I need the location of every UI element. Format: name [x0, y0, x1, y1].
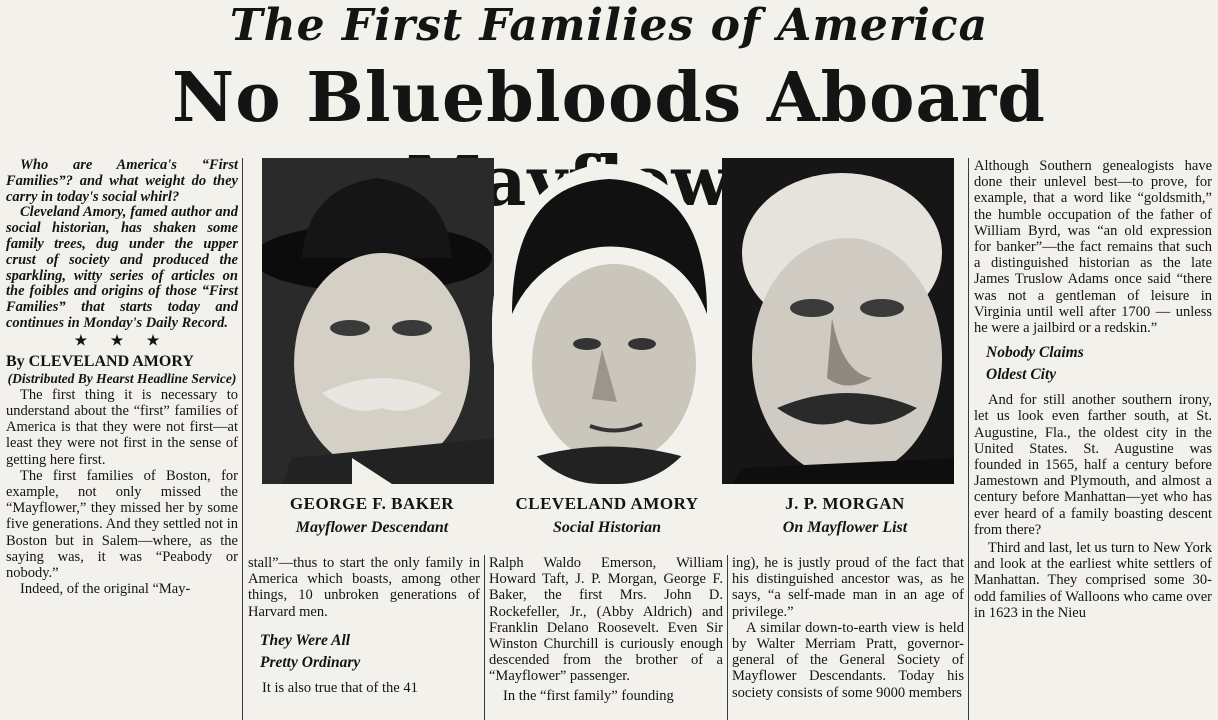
subhead-line: They Were All — [260, 631, 351, 649]
column-4 — [732, 555, 964, 701]
byline: By CLEVELAND AMORY — [6, 352, 194, 370]
caption-name: J. P. MORGAN — [785, 494, 905, 513]
column-3 — [489, 555, 723, 704]
paragraph: It is also true that of the 41 — [262, 679, 418, 696]
paragraph: Ralph Waldo Emerson, William Howard Taft, J. P. Morgan, George F. Baker, the first Mrs. John D. Rockefeller, Jr., (Abby Aldrich) and Franklin Delano Roosevelt. Even Sir Winston Churchill is curiously enough descended from the brother of a “Mayflower” passenger. — [489, 555, 723, 685]
paragraph: Third and last, let us turn to New York and look at the earliest white settlers of Manhattan. They comprised some 30-odd families of Walloons who came over in 1623 in the Nieu — [974, 540, 1212, 621]
caption-name: CLEVELAND AMORY — [515, 494, 699, 513]
column-rule — [484, 555, 485, 720]
subhead — [986, 342, 1212, 386]
headline: No Bluebloods Aboard — [172, 58, 1046, 138]
paragraph: And for still another southern irony, let us look even farther south, at St. Augustine, Fla., the oldest city in the United States. St. Augustine was founded in 1565, half a century before Jamestown and Plymouth, and almost a century before Manhattan—yet who has ever heard of a family boasting descent from there? — [974, 392, 1212, 538]
paragraph: The first families of Boston, for example, not only missed the “Mayflower,” they missed her by some five generations. And they settled not in Boston but in Salem—where, as the saying was, it was “Peabody or nobody.” — [6, 467, 238, 581]
paragraph: stall”—thus to start the only family in America which boasts, among other things, 10 unbroken generations of Harvard men. — [248, 555, 480, 620]
column-2 — [248, 555, 480, 696]
kicker-title: The First Families of America — [229, 0, 989, 51]
caption-title: Social Historian — [552, 519, 662, 536]
column-rule — [727, 555, 728, 720]
column-rule — [242, 158, 243, 720]
subhead — [260, 630, 480, 674]
subhead-line: Pretty Ordinary — [260, 653, 361, 671]
portrait-jp-morgan — [722, 158, 954, 484]
stars-divider: ★ ★ ★ — [74, 333, 170, 349]
column-rule — [968, 158, 969, 720]
intro-description: Cleveland Amory, famed author and social historian, has shaken some family trees, dug under the upper crust of society and produced the sparkling, witty series of articles on the foibles and origins of those “First Families” that starts today and continues in Monday's Daily Record. — [6, 204, 238, 331]
column-5 — [974, 158, 1212, 621]
intro-question: Who are America's “First Families”? and what weight do they carry in today's social whirl? — [6, 157, 238, 205]
subhead-line: Nobody Claims — [986, 344, 1084, 362]
distribution-credit: (Distributed By Hearst Headline Service) — [7, 370, 237, 386]
caption-title: On Mayflower List — [782, 519, 908, 536]
caption-name: GEORGE F. BAKER — [289, 494, 455, 513]
paragraph: Indeed, of the original “May- — [20, 581, 191, 598]
paragraph: In the “first family” founding — [503, 687, 674, 704]
subhead-line: Oldest City — [986, 366, 1057, 384]
portrait-cleveland-amory — [492, 164, 726, 484]
paragraph: The first thing it is necessary to understand about the “first” families of America is that they were not first—at least they were not first in the sense of getting here first. — [6, 386, 238, 468]
paragraph: Although Southern genealogists have done their unlevel best—to prove, for example, that a word like “goldsmith,” the humble occupation of the father of William Byrd, was “an old expression for banker”—the fact remains that such a distinguished historian as the late James Truslow Adams once said “there was not a gentleman of leisure in Virginia until well after 1700 — unless he were a jailbird or a redskin.” — [974, 158, 1212, 337]
portrait-george-baker — [262, 158, 494, 484]
paragraph: ing), he is justly proud of the fact that his distinguished ancestor was, as he says, “a self-made man in an age of privilege.” — [732, 555, 964, 620]
column-1 — [6, 158, 238, 597]
caption-title: Mayflower Descendant — [295, 519, 449, 536]
paragraph: A similar down-to-earth view is held by Walter Merriam Pratt, governor-general of the General Society of Mayflower Descendants. Today his society consists of some 9000 members — [732, 619, 964, 701]
